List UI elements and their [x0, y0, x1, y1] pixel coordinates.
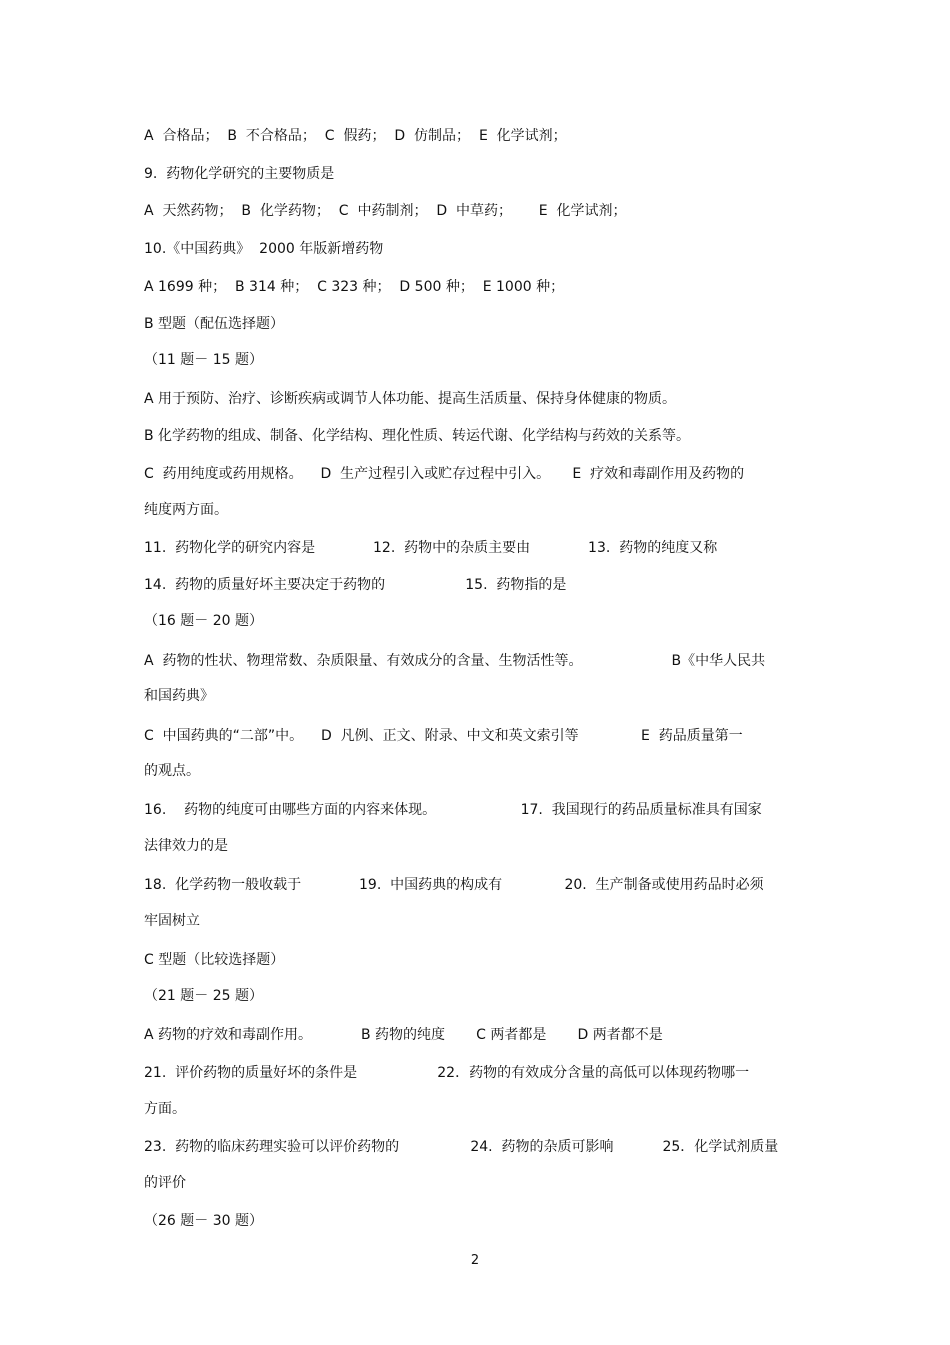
text-line: A 用于预防、治疗、诊断疾病或调节人体功能、提高生活质量、保持身体健康的物质。: [144, 391, 677, 407]
text-line: （26 题－ 30 题）: [144, 1213, 263, 1229]
text-line: 牢固树立: [144, 913, 200, 929]
text-line: C 中国药典的“二部”中。 D 凡例、正文、附录、中文和英文索引等 E 药品质量第一: [144, 728, 743, 744]
text-line: A 药物的性状、物理常数、杂质限量、有效成分的含量、生物活性等。 B《中华人民共: [144, 653, 766, 669]
text-line: 法律效力的是: [144, 838, 228, 854]
text-line: 23. 药物的临床药理实验可以评价药物的 24. 药物的杂质可影响 25．化学试剂质量: [144, 1139, 779, 1155]
text-line: A 1699 种； B 314 种； C 323 种； D 500 种； E 1000 种；: [144, 279, 565, 295]
text-line: B 化学药物的组成、制备、化学结构、理化性质、转运代谢、化学结构与药效的关系等。: [144, 428, 691, 444]
text-line: 的评价: [144, 1175, 186, 1191]
text-line: 和国药典》: [144, 688, 214, 704]
text-line: B 型题（配伍选择题）: [144, 316, 285, 332]
page-number: 2: [470, 1253, 480, 1268]
text-line: 9. 药物化学研究的主要物质是: [144, 166, 335, 182]
text-line: 21. 评价药物的质量好坏的条件是 22．药物的有效成分含量的高低可以体现药物哪一: [144, 1065, 750, 1081]
text-line: （16 题－ 20 题）: [144, 613, 263, 629]
text-line: 11. 药物化学的研究内容是 12. 药物中的杂质主要由 13. 药物的纯度又称: [144, 540, 718, 556]
text-line: 16. 药物的纯度可由哪些方面的内容来体现。 17. 我国现行的药品质量标准具有国家: [144, 802, 762, 818]
text-line: A 药物的疗效和毒副作用。 B 药物的纯度 C 两者都是 D 两者都不是: [144, 1027, 663, 1043]
text-line: 18. 化学药物一般收载于 19. 中国药典的构成有 20. 生产制备或使用药品时必须: [144, 877, 764, 893]
text-line: C 药用纯度或药用规格。 D 生产过程引入或贮存过程中引入。 E 疗效和毒副作用及药物的: [144, 466, 745, 482]
text-line: A 合格品； B 不合格品； C 假药； D 仿制品； E 化学试剂；: [144, 128, 567, 144]
text-line: 的观点。: [144, 763, 200, 779]
text-line: 10.《中国药典》 2000 年版新增药物: [144, 241, 384, 257]
text-line: （21 题－ 25 题）: [144, 988, 263, 1004]
text-line: 14. 药物的质量好坏主要决定于药物的 15. 药物指的是: [144, 577, 567, 593]
text-line: 纯度两方面。: [144, 502, 228, 518]
text-line: （11 题－ 15 题）: [144, 352, 263, 368]
text-line: A 天然药物； B 化学药物； C 中药制剂； D 中草药； E 化学试剂；: [144, 203, 627, 219]
text-line: C 型题（比较选择题）: [144, 952, 285, 968]
text-line: 方面。: [144, 1101, 186, 1117]
